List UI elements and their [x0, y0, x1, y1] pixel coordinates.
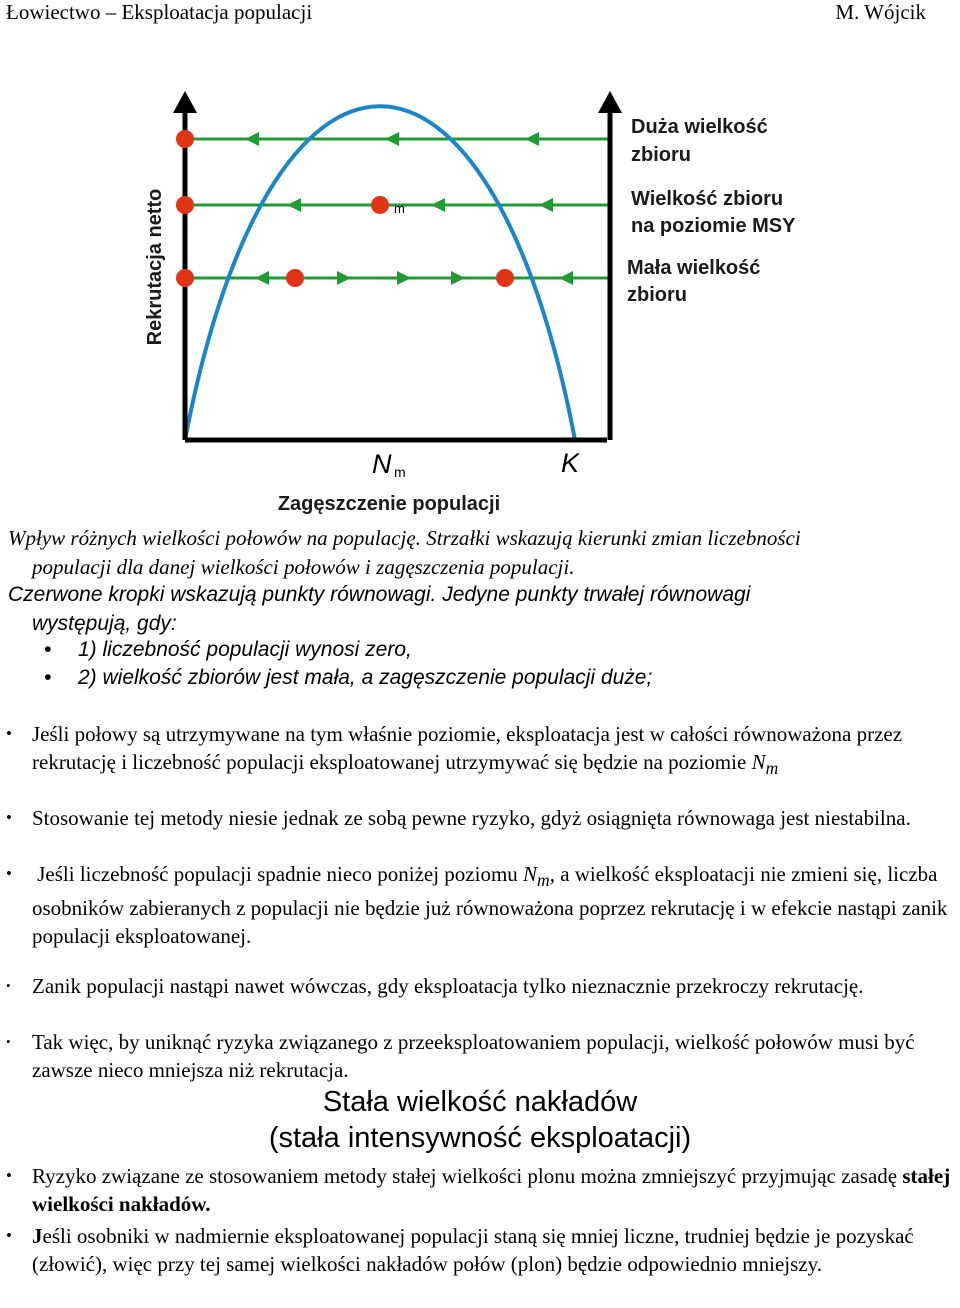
- arrow-left: [539, 198, 553, 212]
- caption-line4: występują, gdy:: [32, 612, 177, 635]
- arrow-right: [397, 271, 411, 285]
- bullet-text: Tak więc, by uniknąć ryzyka związanego z przeeksploatowaniem populacji, wielkość połowów musi być zawsze nieco mniejsza niż rekrutacja.: [32, 1030, 915, 1082]
- legend-high-line2: zbioru: [631, 144, 691, 166]
- bullet-paragraph: [6, 1222, 956, 1278]
- caption-line1: Wpływ różnych wielkości połowów na populację. Strzałki wskazują kierunki zmian liczebności: [8, 526, 801, 550]
- header-author: M. Wójcik: [835, 0, 926, 24]
- bullet-text: Zanik populacji nastąpi nawet wówczas, gdy eksploatacja tylko nieznacznie przekroczy rekrutację.: [32, 974, 864, 998]
- arrow-left: [385, 132, 399, 146]
- figure-caption: [8, 524, 948, 582]
- section-heading-line2: (stała intensywność eksploatacji): [268, 1122, 692, 1154]
- bullet-mark: •: [6, 864, 12, 883]
- y-axis-arrowhead: [173, 91, 197, 113]
- bullet-text: Jeśli osobniki w nadmiernie eksploatowanej populacji staną się mniej liczne, trudniej będzie je pozyskać (złowić), więc przy tej samej wielkości nakładów połów (plon) będzie odpowiednio mniejszy.: [32, 1224, 914, 1276]
- bullet-mark: •: [6, 808, 12, 827]
- bullet-mark: •: [6, 1226, 12, 1245]
- harvest-equilibrium-figure: [135, 85, 855, 520]
- legend-msy-line1: Wielkość zbioru: [631, 188, 784, 210]
- equilibrium-point: [286, 269, 304, 287]
- bullet-mark: •: [6, 724, 12, 743]
- x-axis-label: Zagęszczenie populacji: [277, 493, 501, 515]
- bullet-mark: •: [6, 1034, 11, 1049]
- section-heading-line1: Stała wielkość nakładów: [322, 1086, 638, 1118]
- equilibrium-point: [371, 196, 389, 214]
- equilibrium-point: [176, 130, 194, 148]
- bullet-mark: •: [44, 638, 52, 661]
- nm-label: N: [372, 449, 392, 479]
- bold-phrase: stałej wielkości nakładów.: [32, 1164, 951, 1216]
- equilibrium-point: [496, 269, 514, 287]
- legend-low-line2: zbioru: [627, 284, 687, 306]
- arrow-left: [255, 271, 269, 285]
- arrow-left: [431, 198, 445, 212]
- bullet-paragraph: [6, 860, 956, 950]
- k-label: K: [561, 448, 580, 478]
- msy-point-label: m: [394, 201, 405, 216]
- legend-low-line1: Mała wielkość: [627, 257, 761, 279]
- list-item-text: 1) liczebność populacji wynosi zero,: [78, 638, 412, 661]
- arrow-left: [287, 198, 301, 212]
- bullet-mark: •: [6, 978, 11, 993]
- symbol-n: N: [523, 862, 538, 886]
- legend: [627, 116, 796, 306]
- section-heading: [0, 1084, 960, 1156]
- bullet-paragraph: [6, 972, 956, 1000]
- bullet-paragraph: [6, 720, 956, 782]
- page-header: [6, 0, 926, 30]
- arrow-left: [525, 132, 539, 146]
- nm-subscript: m: [394, 464, 406, 480]
- legend-msy-line2: na poziomie MSY: [631, 215, 796, 237]
- bullet-paragraph: [6, 804, 956, 832]
- equilibrium-point: [176, 196, 194, 214]
- recruitment-curve: [185, 106, 575, 440]
- bullet-mark: •: [44, 666, 52, 689]
- legend-high-line1: Duża wielkość: [631, 116, 768, 138]
- right-axis-arrowhead: [598, 91, 622, 113]
- arrow-right: [451, 271, 465, 285]
- bullet-text: Stosowanie tej metody niesie jednak ze sobą pewne ryzyko, gdyż osiągnięta równowaga jest niestabilna.: [32, 806, 911, 830]
- bullet-paragraph: [6, 1162, 956, 1218]
- bullet-mark: •: [6, 1166, 12, 1185]
- equilibrium-point: [176, 269, 194, 287]
- y-axis-label: Rekrutacja netto: [144, 188, 166, 346]
- bullet-text: Ryzyko związane ze stosowaniem metody stałej wielkości plonu można zmniejszyć przyjmując zasadę stałej wielkości nakładów.: [32, 1164, 951, 1216]
- caption-line2: populacji dla danej wielkości połowów i zagęszczenia populacji.: [32, 555, 575, 579]
- arrow-right: [337, 271, 351, 285]
- list-item-text: 2) wielkość zbiorów jest mała, a zagęszczenie populacji duże;: [78, 666, 653, 689]
- bullet-text: Jeśli połowy są utrzymywane na tym właśnie poziomie, eksploatacja jest w całości równoważona przez rekrutację i liczebność populacji eksploatowanej utrzymywać się będzie na poziomie $N_m$: [32, 722, 903, 779]
- symbol-n: N: [751, 750, 766, 774]
- caption-line3: Czerwone kropki wskazują punkty równowagi. Jedyne punkty trwałej równowagi: [8, 583, 751, 606]
- bullet-text: Jeśli liczebność populacji spadnie nieco poniżej poziomu $N_m$, a wielkość eksploatacji nie zmieni się, liczba osobników zabieranych z populacji nie będzie już równoważona poprzez rekrutację i w efekcie nastąpi zanik populacji eksploatowanej.: [32, 862, 948, 949]
- equilibrium-note: [8, 580, 948, 638]
- arrow-left: [245, 132, 259, 146]
- bullet-paragraph: [6, 1028, 956, 1084]
- arrow-left: [559, 271, 573, 285]
- header-title: Łowiectwo – Eksploatacja populacji: [6, 0, 313, 24]
